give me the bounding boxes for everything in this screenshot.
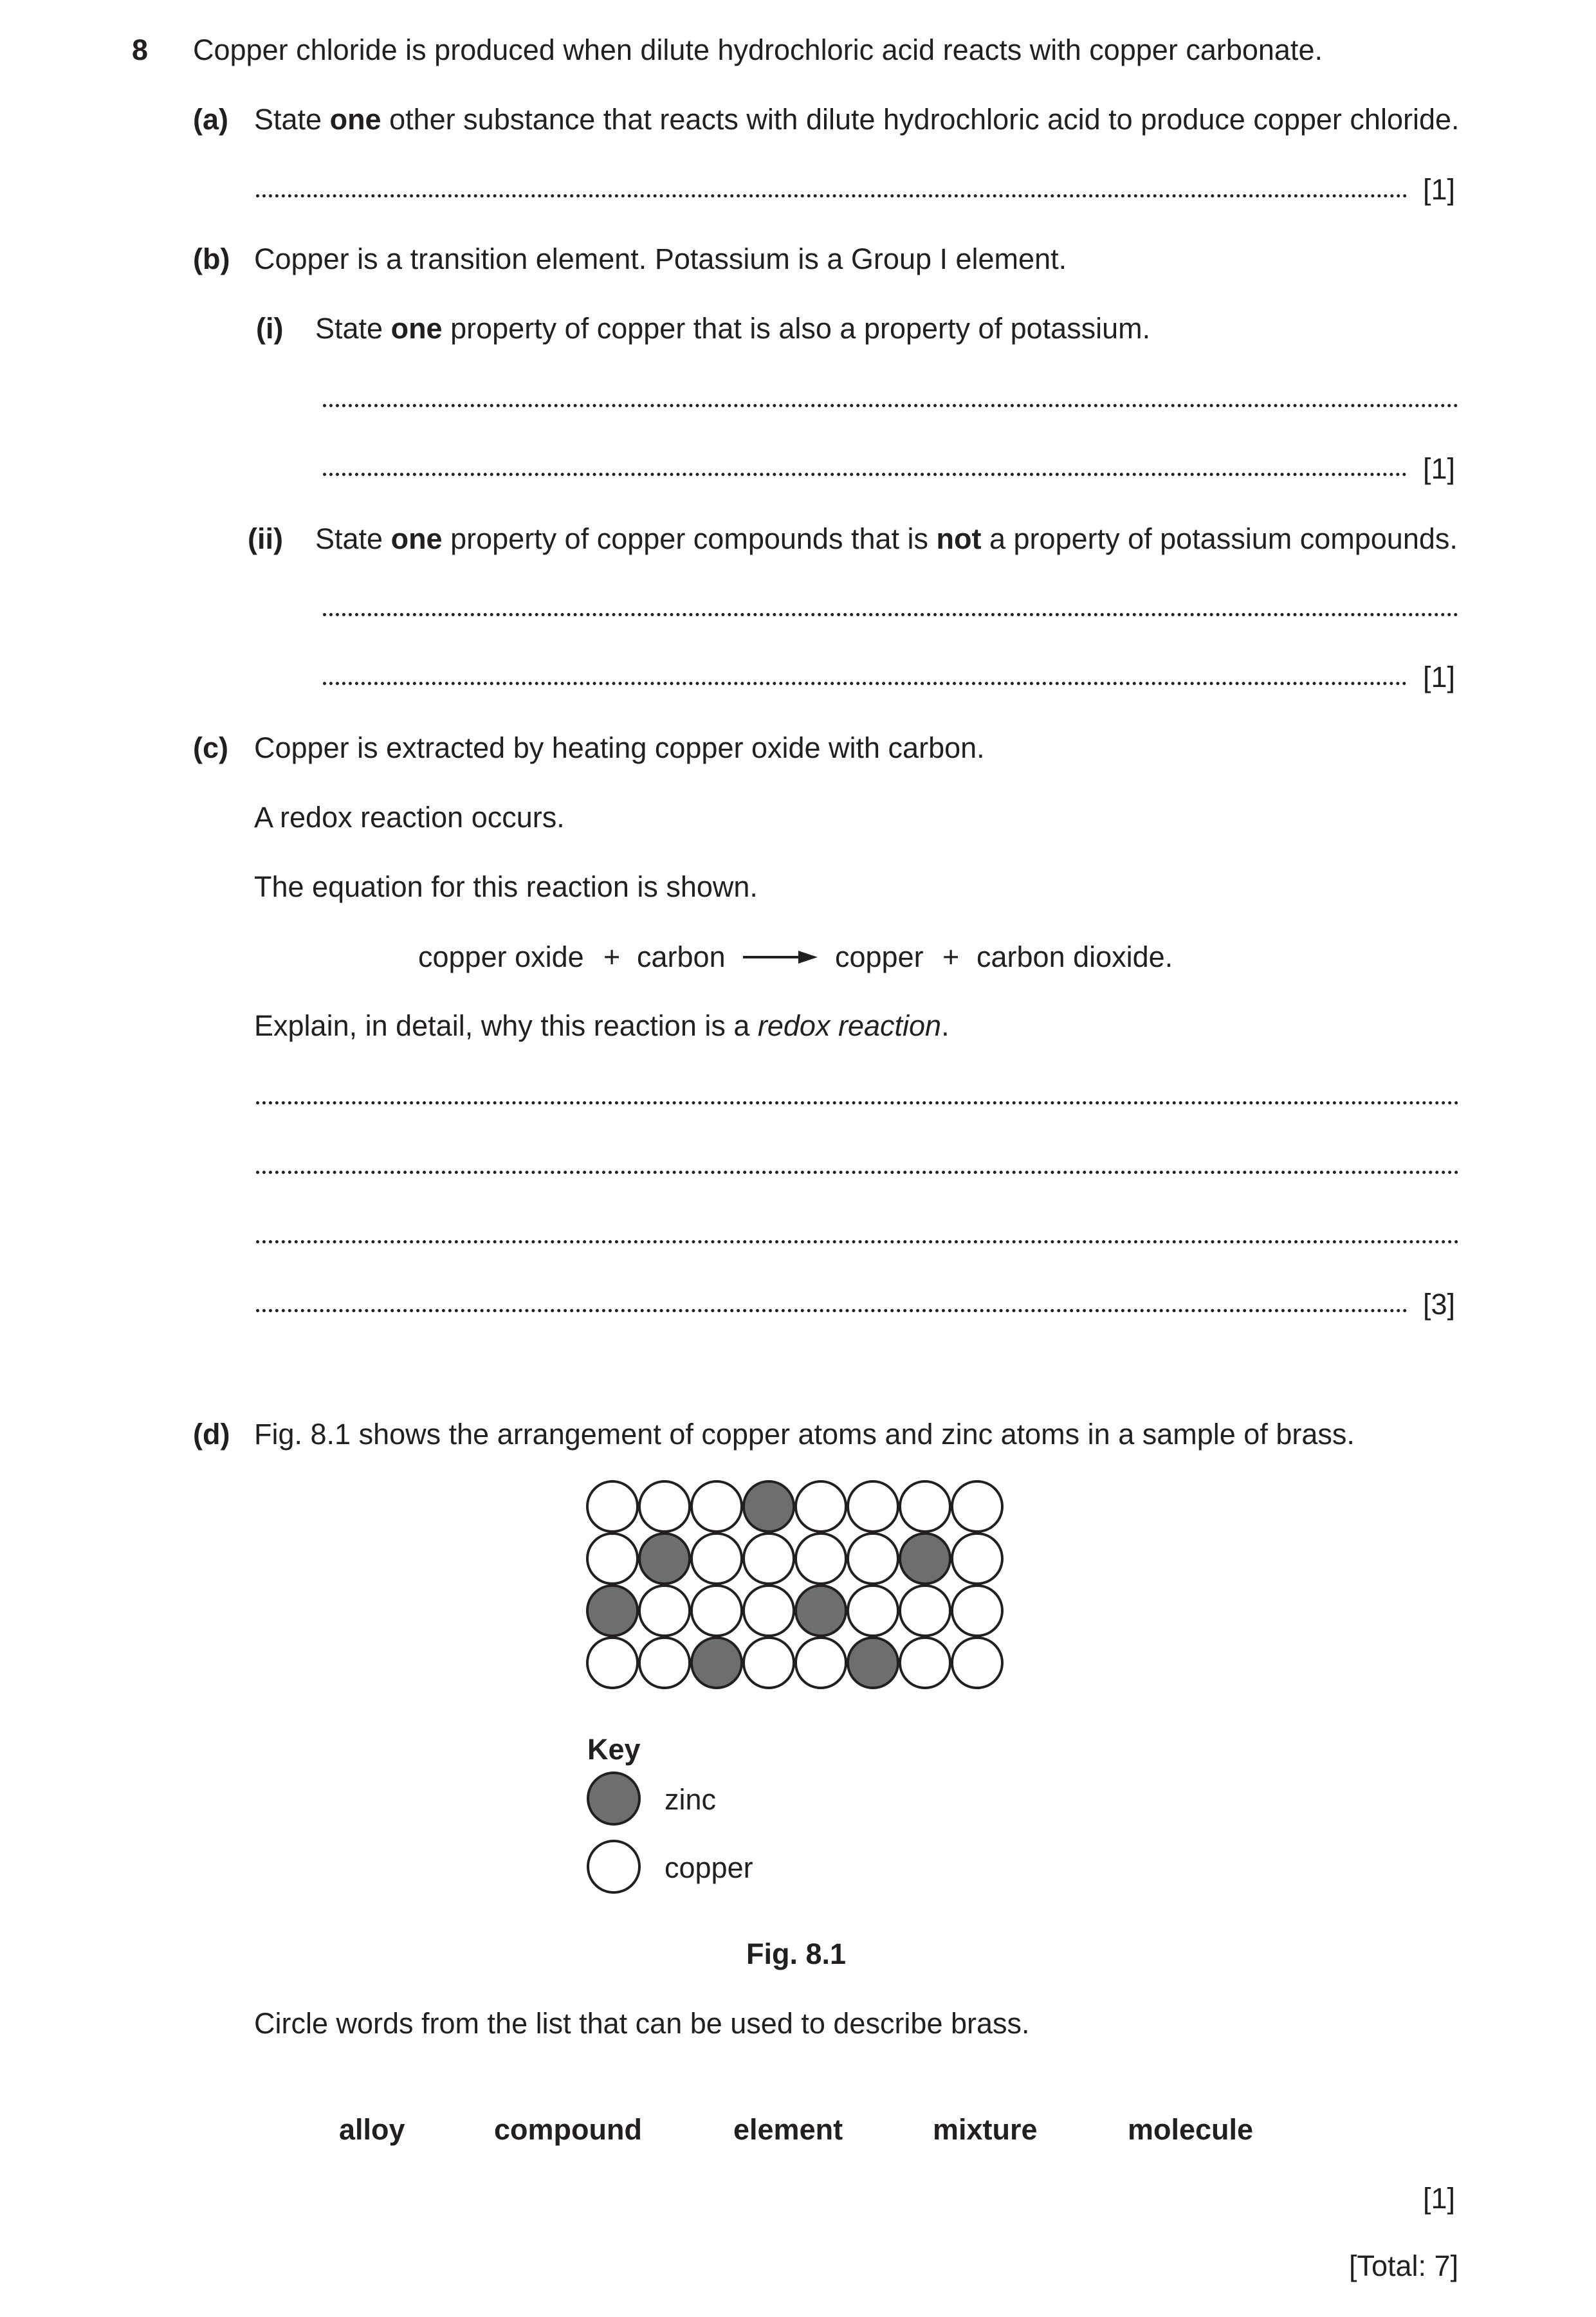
copper-atom [952, 1534, 1002, 1584]
answer-line-b-i-1[interactable] [323, 404, 1458, 407]
part-b-label: (b) [193, 243, 230, 275]
zinc-atom [639, 1534, 690, 1584]
word-compound[interactable]: compound [494, 2113, 642, 2146]
answer-line-c-4[interactable] [256, 1309, 1408, 1312]
part-d-label: (d) [193, 1418, 230, 1451]
equation-plus-1: + [603, 940, 621, 973]
part-a-question: State one other substance that reacts with dilute hydrochloric acid to produce copper chloride. [254, 103, 1460, 136]
copper-atom [744, 1534, 794, 1584]
answer-line-a[interactable] [256, 194, 1408, 197]
figure-caption: Fig. 8.1 [746, 1937, 847, 1970]
total-mark: [Total: 7] [1349, 2249, 1459, 2282]
equation-reactant-copper-oxide: copper oxide [418, 940, 584, 973]
copper-atom [639, 1481, 690, 1532]
equation-plus-2: + [942, 940, 960, 973]
part-c-label: (c) [193, 731, 228, 764]
answer-line-b-ii-1[interactable] [323, 613, 1458, 616]
part-c-line1: Copper is extracted by heating copper oxide with carbon. [254, 731, 985, 764]
copper-atom [952, 1586, 1002, 1636]
mark-d: [1] [1423, 2182, 1456, 2215]
question-stem: Copper chloride is produced when dilute hydrochloric acid reacts with copper carbonate. [193, 33, 1323, 66]
zinc-atom [587, 1586, 637, 1636]
part-d-instruction: Circle words from the list that can be used to describe brass. [254, 2007, 1030, 2040]
copper-atom [848, 1481, 898, 1532]
part-c-line3: The equation for this reaction is shown. [254, 870, 758, 903]
key-zinc-label: zinc [665, 1783, 717, 1816]
part-d-text: Fig. 8.1 shows the arrangement of copper atoms and zinc atoms in a sample of brass. [254, 1418, 1355, 1451]
mark-b-ii: [1] [1423, 661, 1456, 693]
mark-c: [3] [1423, 1288, 1456, 1321]
answer-line-c-2[interactable] [256, 1171, 1459, 1174]
copper-atom [900, 1586, 950, 1636]
key-copper-symbol [585, 1838, 642, 1895]
zinc-atom [848, 1638, 898, 1688]
brass-atom-diagram [585, 1479, 1010, 1698]
answer-line-c-3[interactable] [256, 1240, 1459, 1243]
part-b-ii-question: State one property of copper compounds that is not a property of potassium compounds. [315, 522, 1458, 555]
answer-line-b-i-2[interactable] [323, 473, 1407, 476]
zinc-atom [796, 1586, 846, 1636]
copper-atom [952, 1638, 1002, 1688]
part-a-label: (a) [193, 103, 228, 136]
word-element[interactable]: element [733, 2113, 843, 2146]
copper-atom [692, 1481, 742, 1532]
copper-atom [796, 1534, 846, 1584]
word-molecule[interactable]: molecule [1128, 2113, 1254, 2146]
part-b-ii-label: (ii) [248, 522, 283, 555]
copper-atom [848, 1534, 898, 1584]
copper-atom [587, 1534, 637, 1584]
part-b-i-question: State one property of copper that is also a property of potassium. [315, 312, 1151, 345]
copper-atom [900, 1481, 950, 1532]
part-b-text: Copper is a transition element. Potassium is a Group I element. [254, 243, 1067, 275]
zinc-atom [692, 1638, 742, 1688]
equation-product-carbon-dioxide: carbon dioxide. [977, 940, 1173, 973]
copper-atom [848, 1586, 898, 1636]
zinc-atom [900, 1534, 950, 1584]
word-alloy[interactable]: alloy [339, 2113, 405, 2146]
key-copper-label: copper [665, 1851, 753, 1884]
copper-atom [587, 1481, 637, 1532]
copper-atom [639, 1638, 690, 1688]
copper-atom [639, 1586, 690, 1636]
reaction-arrow-icon [742, 948, 819, 967]
equation-product-copper: copper [835, 940, 924, 973]
part-c-explain: Explain, in detail, why this reaction is a redox reaction. [254, 1009, 949, 1042]
key-zinc-symbol [585, 1770, 642, 1827]
answer-line-b-ii-2[interactable] [323, 682, 1407, 685]
key-title: Key [587, 1733, 641, 1766]
copper-atom [744, 1586, 794, 1636]
copper-atom [796, 1481, 846, 1532]
copper-atom [952, 1481, 1002, 1532]
equation-reactant-carbon: carbon [637, 940, 726, 973]
question-number: 8 [132, 33, 149, 66]
part-c-line2: A redox reaction occurs. [254, 801, 565, 834]
mark-a: [1] [1423, 173, 1456, 206]
copper-atom [796, 1638, 846, 1688]
answer-line-c-1[interactable] [256, 1101, 1459, 1104]
mark-b-i: [1] [1423, 452, 1456, 485]
word-mixture[interactable]: mixture [933, 2113, 1038, 2146]
copper-atom [692, 1534, 742, 1584]
copper-atom [692, 1586, 742, 1636]
part-b-i-label: (i) [256, 312, 284, 345]
copper-atom [744, 1638, 794, 1688]
copper-atom [900, 1638, 950, 1688]
zinc-atom [744, 1481, 794, 1532]
copper-atom [587, 1638, 637, 1688]
